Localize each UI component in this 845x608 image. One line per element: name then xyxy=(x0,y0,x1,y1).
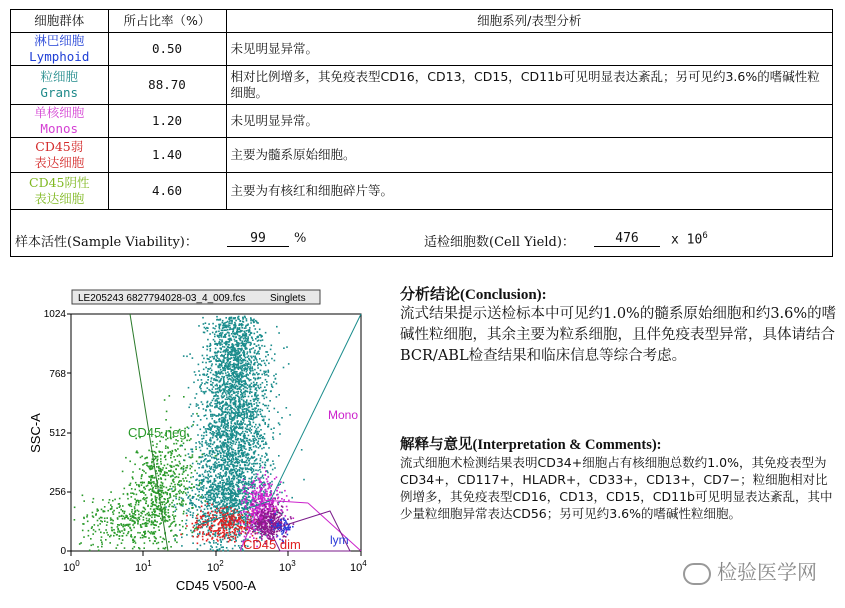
population-name-zh: CD45弱 xyxy=(35,139,84,154)
cell-yield-label: 适检细胞数(Cell Yield)： xyxy=(424,235,575,250)
table-row xyxy=(11,33,832,66)
conclusion-text: 流式结果提示送检标本中可见约1.0%的髓系原始细胞和约3.6%的嗜碱性粒细胞，其余主要为粒系细胞，且伴免疫表型异常，具体请结合BCR/ABL检查结果和临床信息等综合考虑。 xyxy=(400,306,837,364)
population-percent: 0.50 xyxy=(108,33,226,66)
gate-label-granu: granu xyxy=(230,409,259,421)
conclusion-heading: 分析结论(Conclusion): xyxy=(400,287,547,303)
y-tick-label: 1024 xyxy=(43,309,66,320)
report-table-box xyxy=(10,9,833,257)
population-name xyxy=(11,173,108,210)
population-description: 主要为髓系原始细胞。 xyxy=(226,138,832,173)
x-tick-label: $10^3$ xyxy=(279,559,296,574)
wechat-icon xyxy=(683,563,711,585)
population-name-en: Grans xyxy=(40,85,79,100)
y-axis-label: SSC-A xyxy=(28,413,43,453)
gate-label-lym: lym xyxy=(330,533,349,547)
viability-value: 99 xyxy=(227,231,289,247)
population-name-en: Monos xyxy=(40,121,79,136)
cell-yield-unit xyxy=(671,231,708,247)
plot-file-label: LE205243 6827794028-03_4_009.fcs xyxy=(78,293,246,304)
population-description: 主要为有核红和细胞碎片等。 xyxy=(226,173,832,210)
x-axis-label: CD45 V500-A xyxy=(175,578,257,593)
cell-yield-unit-exp: 6 xyxy=(702,231,708,241)
population-description: 相对比例增多，其免疫表型CD16，CD13，CD15，CD11b可见明显表达紊乱；另可见约3.6%的嗜碱性粒细胞。 xyxy=(226,66,832,105)
population-name-zh: 单核细胞 xyxy=(34,105,85,120)
plot-svg xyxy=(0,285,380,608)
population-name xyxy=(11,138,108,173)
x-tick-label: $10^1$ xyxy=(135,559,152,574)
x-axis xyxy=(63,559,367,574)
population-name xyxy=(11,33,108,66)
interpretation-section xyxy=(400,433,838,522)
gate-label-mono: Mono xyxy=(328,408,359,422)
col-header-ratio: 所占比率（%） xyxy=(108,10,226,33)
viability-label: 样本活性(Sample Viability)： xyxy=(15,235,198,250)
y-axis xyxy=(44,309,67,557)
table-row xyxy=(11,105,832,138)
table-row xyxy=(11,138,832,173)
y-tick-label: 0 xyxy=(60,546,66,557)
population-name-zh: 粒细胞 xyxy=(40,69,78,84)
viability-unit: % xyxy=(294,231,307,246)
population-description: 未见明显异常。 xyxy=(226,105,832,138)
population-name-en: 表达细胞 xyxy=(34,155,85,170)
col-header-population: 细胞群体 xyxy=(11,10,108,33)
interpretation-heading: 解释与意见(Interpretation & Comments): xyxy=(400,437,662,453)
flow-cytometry-plot xyxy=(0,285,380,608)
y-tick-marks xyxy=(67,314,71,551)
population-percent: 4.60 xyxy=(108,173,226,210)
cell-yield-unit-base: x 10 xyxy=(671,232,703,248)
population-name-zh: 淋巴细胞 xyxy=(34,33,85,48)
cell-yield-value: 476 xyxy=(594,231,660,247)
x-tick-marks xyxy=(71,551,361,556)
population-name-zh: CD45阴性 xyxy=(29,175,90,190)
x-tick-label: $10^2$ xyxy=(207,559,224,574)
x-tick-label: $10^4$ xyxy=(350,559,367,574)
y-tick-label: 512 xyxy=(49,428,66,439)
y-tick-label: 256 xyxy=(49,487,66,498)
x-tick-label: $10^0$ xyxy=(63,559,80,574)
gate-label-cd45neg: CD45 neg xyxy=(128,425,187,440)
plot-gate-label: Singlets xyxy=(270,293,306,304)
table-row xyxy=(11,173,832,210)
conclusion-section xyxy=(400,283,838,367)
population-name xyxy=(11,66,108,105)
interpretation-text: 流式细胞术检测结果表明CD34+细胞占有核细胞总数约1.0%，其免疫表型为CD34+，CD117+，HLADR+，CD33+，CD13+，CD7−；粒细胞相对比例增多，其免疫表型CD16，CD13，CD15，CD11b可见明显表达紊乱，其中少量粒细胞异常表达CD56；另可见约3.6%的嗜碱性粒细胞。 xyxy=(400,455,833,521)
population-percent: 1.40 xyxy=(108,138,226,173)
population-percent: 1.20 xyxy=(108,105,226,138)
population-percent: 88.70 xyxy=(108,66,226,105)
population-table xyxy=(11,10,832,210)
viability-row xyxy=(11,223,832,255)
population-name-en: 表达细胞 xyxy=(34,191,85,206)
population-description: 未见明显异常。 xyxy=(226,33,832,66)
population-name-en: Lymphoid xyxy=(29,49,90,64)
col-header-analysis: 细胞系列/表型分析 xyxy=(226,10,832,33)
y-tick-label: 768 xyxy=(49,369,66,380)
watermark xyxy=(683,556,817,585)
population-name xyxy=(11,105,108,138)
table-row xyxy=(11,66,832,105)
watermark-text: 检验医学网 xyxy=(717,560,817,584)
gate-label-cd45dim: CD45 dim xyxy=(243,537,301,552)
